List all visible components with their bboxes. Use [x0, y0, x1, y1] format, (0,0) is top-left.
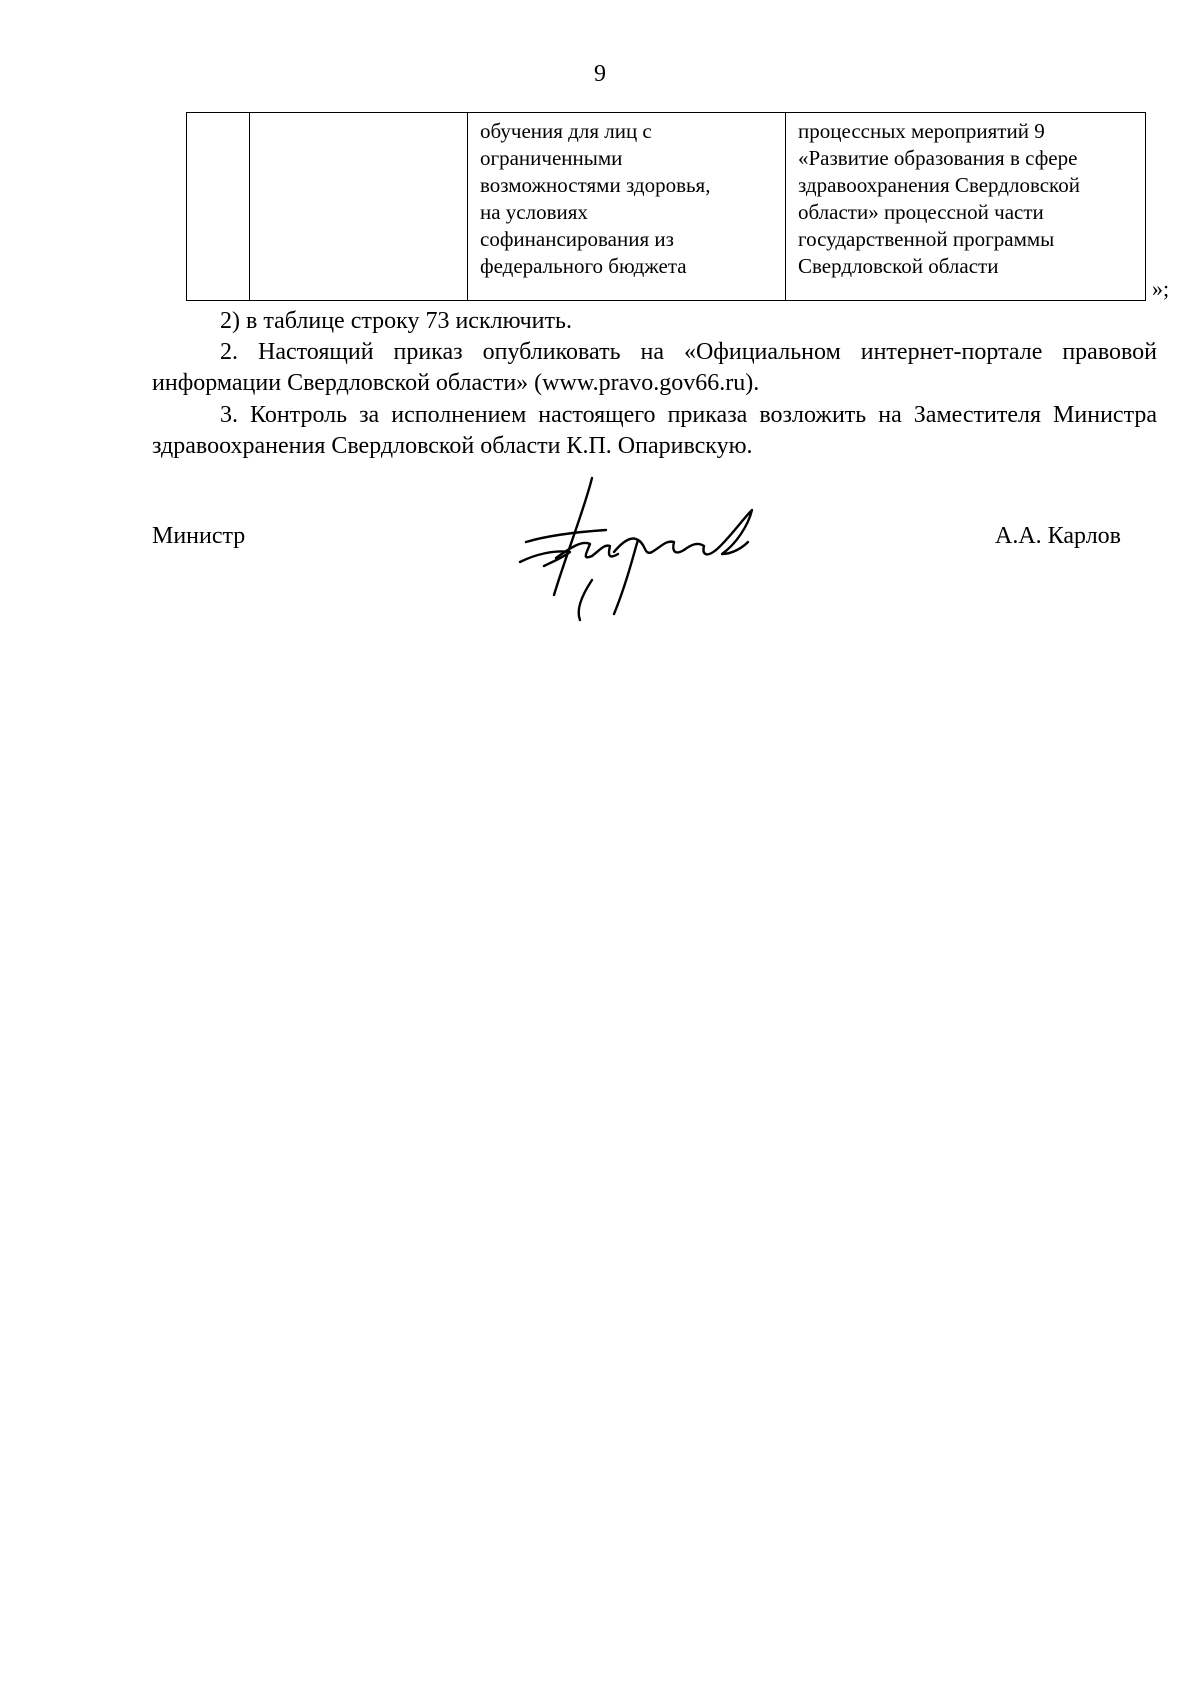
handwritten-signature: [496, 470, 776, 635]
table-cell-description-text: обучения для лиц с ограниченными возможностями здоровья, на условиях софинансирования из федерального бюджета: [480, 119, 711, 278]
signatory-title: Министр: [152, 523, 246, 549]
paragraph-exclude-row: 2) в таблице строку 73 исключить.: [220, 308, 572, 334]
table-cell-name: [250, 113, 468, 301]
amendment-table: [186, 112, 1146, 301]
table-cell-program-text: процессных мероприятий 9 «Развитие образования в сфере здравоохранения Свердловской области» процессной части государственной программы Свердловской области: [798, 119, 1080, 278]
table-cell-description: [468, 113, 786, 301]
page-number: 9: [594, 61, 606, 87]
paragraph-publication: 2. Настоящий приказ опубликовать на «Официальном интернет-портале правовой информации Свердловской области» (www.pravo.gov66.ru).: [152, 339, 1157, 396]
table-row: [187, 113, 1146, 301]
closing-quote: »;: [1152, 276, 1170, 301]
paragraph-control: 3. Контроль за исполнением настоящего приказа возложить на Заместителя Министра здравоохранения Свердловской области К.П. Опаривскую.: [152, 402, 1157, 459]
table-cell-number: [187, 113, 250, 301]
signatory-name: А.А. Карлов: [995, 523, 1121, 549]
table-cell-program: [786, 113, 1146, 301]
